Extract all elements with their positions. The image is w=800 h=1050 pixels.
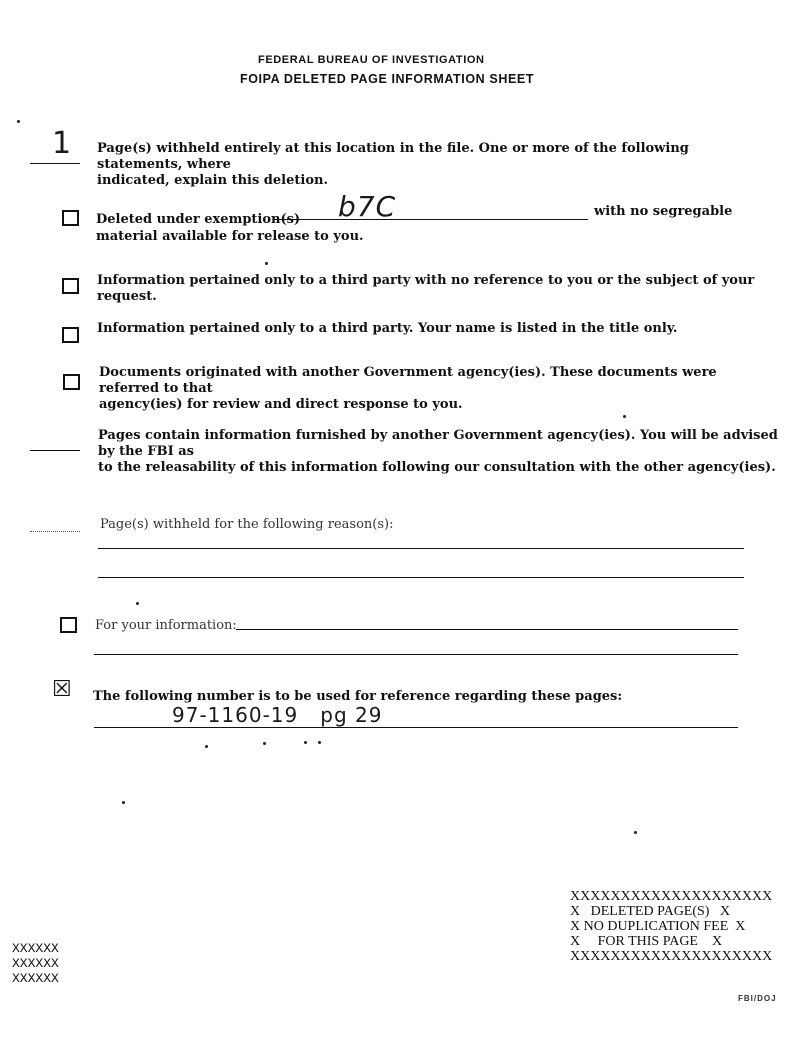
furnished-text [98, 428, 788, 476]
for-your-info-label: For your information: [95, 618, 237, 633]
scan-speck [205, 745, 208, 748]
pages-withheld-text [97, 141, 747, 189]
scan-speck [318, 741, 321, 744]
furnished-line2: to the releasability of this information following our consultation with the other agency(ies). [98, 460, 776, 475]
reference-checked-checkbox[interactable]: ☒ [52, 677, 72, 702]
deleted-page-stamp: XXXXXXXXXXXXXXXXXXXX X DELETED PAGE(S) X X NO DUPLICATION FEE X X FOR THIS PAGE X XXXXXXXXXXXXXXXXXXXX [570, 889, 773, 964]
furnished-line1: Pages contain information furnished by another Government agency(ies). You will be advised by the FBI as [98, 428, 778, 459]
pages-count: 1 [52, 126, 73, 161]
exemption-line [274, 219, 588, 220]
withheld-count-line [30, 531, 80, 532]
for-your-info-line1 [236, 629, 738, 630]
third-party-title-text: Information pertained only to a third party. Your name is listed in the title only. [97, 321, 678, 336]
pages-count-line [30, 163, 80, 164]
reference-value: 97-1160-19 pg 29 [172, 703, 383, 727]
other-agency-text [99, 365, 759, 413]
pages-withheld-line2: indicated, explain this deletion. [97, 173, 328, 188]
exemption-value: b7C [338, 190, 397, 223]
third-party-title-checkbox[interactable] [62, 327, 79, 343]
for-your-info-checkbox[interactable] [60, 617, 77, 633]
reference-line [94, 727, 738, 728]
other-agency-checkbox[interactable] [63, 374, 80, 390]
left-x-row: XXXXXX [12, 956, 59, 971]
withheld-reasons-label: Page(s) withheld for the following reason(s): [100, 517, 394, 532]
third-party-no-ref-text: Information pertained only to a third party with no reference to you or the subject of your request. [97, 273, 755, 304]
exemption-line2: material available for release to you. [96, 229, 364, 244]
scan-speck [304, 741, 307, 744]
for-your-info-line2 [94, 654, 738, 655]
exemption-label: Deleted under exemption(s) [96, 212, 301, 227]
withheld-reasons-line1 [98, 548, 744, 549]
other-agency-line2: agency(ies) for review and direct response to you. [99, 397, 463, 412]
pages-withheld-line1: Page(s) withheld entirely at this location in the file. One or more of the following statements, where [97, 141, 689, 172]
scan-speck [623, 415, 626, 418]
scan-speck [263, 742, 266, 745]
page-title: FOIPA DELETED PAGE INFORMATION SHEET [240, 72, 535, 86]
exemption-checkbox[interactable] [62, 210, 79, 226]
withheld-reasons-line2 [98, 577, 744, 578]
furnished-count-line [30, 450, 80, 451]
scan-speck [634, 831, 637, 834]
reference-label: The following number is to be used for reference regarding these pages: [93, 689, 623, 704]
other-agency-line1: Documents originated with another Government agency(ies). These documents were referred to that [99, 365, 717, 396]
agency-heading: FEDERAL BUREAU OF INVESTIGATION [258, 54, 485, 66]
left-x-row: XXXXXX [12, 971, 59, 986]
scan-speck [122, 801, 125, 804]
scan-speck [17, 120, 20, 123]
exemption-suffix: with no segregable [594, 204, 733, 219]
scan-speck [136, 602, 139, 605]
form-number: FBI/DOJ [738, 994, 777, 1003]
left-x-row: XXXXXX [12, 941, 59, 956]
third-party-no-ref-checkbox[interactable] [62, 278, 79, 294]
scan-speck [265, 262, 268, 265]
left-x-block [12, 941, 59, 986]
